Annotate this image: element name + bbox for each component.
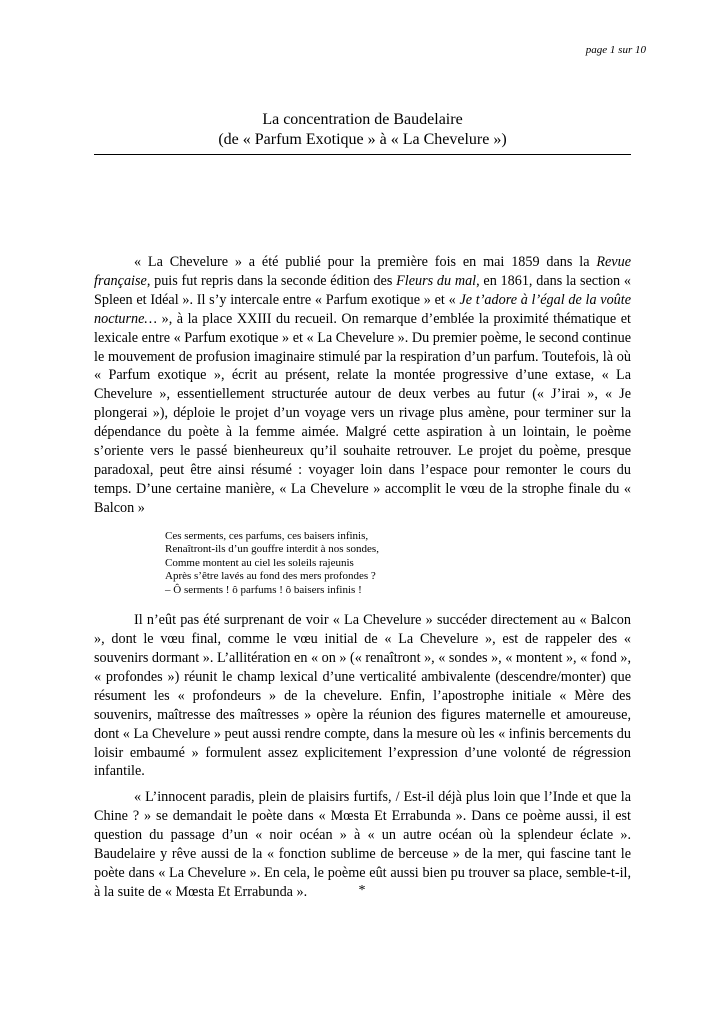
- paragraph-1-text-2: , puis fut repris dans la seconde édition des: [146, 272, 397, 289]
- paragraph-1-text-1: « La Chevelure » a été publié pour la première fois en mai 1859 dans la: [134, 254, 597, 270]
- paragraph-1-italic-1: Revue française: [94, 254, 631, 289]
- body-text: [94, 253, 631, 902]
- title-line-2: (de « Parfum Exotique » à « La Chevelure »): [218, 131, 507, 148]
- paragraph-2: Il n’eût pas été surprenant de voir « La Chevelure » succéder directement au « Balcon », dont le vœu final, comme le vœu initial de « La Chevelure », est de rappeler des « souvenirs dormant ». L’allitération en « on » (« renaîtront », « sondes », « montent », « fond », « profondes ») réunit le champ lexical d’une verticalité ambivalente (descendre/monter) que résument les « profondeurs » de la chevelure. Enfin, l’apostrophe initiale « Mère des souvenirs, maîtresse des maîtresses » opère la réunion des figures maternelle et amoureuse, dont « La Chevelure » peut aussi rendre compte, dans la mesure où les « infinis bercements du loisir embaumé » formulent assez explicitement l’expression d’une volonté de régression infantile.: [94, 612, 631, 780]
- quote-line: Renaîtront-ils d’un gouffre interdit à nos sondes,: [165, 543, 379, 556]
- section-separator: *: [358, 883, 366, 898]
- poem-quote: [165, 530, 631, 598]
- quote-line: – Ô serments ! ô parfums ! ô baisers infinis !: [165, 583, 362, 596]
- quote-line: Ces serments, ces parfums, ces baisers infinis,: [165, 529, 369, 542]
- paragraph-3: « L’innocent paradis, plein de plaisirs furtifs, / Est-il déjà plus loin que l’Inde et que la Chine ? » se demandait le poète dans « Mœsta Et Errabunda ». Dans ce poème aussi, il est question du passage d’un « noir océan » à « un autre océan où la splendeur éclate ». Baudelaire y rêve aussi de la « fonction sublime de berceuse » de la mer, qui fascine tant le poète dans « La Chevelure ». En cela, le poème eût aussi bien pu trouver sa place, semble-t-il, à la suite de « Mœsta Et Errabunda ».: [94, 789, 631, 900]
- paragraph-1-text-3: , en 1861, dans la section « Spleen et Idéal ». Il s’y intercale entre « Parfum exotique » et «: [94, 272, 631, 308]
- title-line-1: La concentration de Baudelaire: [262, 111, 463, 128]
- page-title: [94, 110, 631, 155]
- paragraph-1-italic-2: Fleurs du mal: [396, 272, 477, 289]
- paragraph-1-italic-3: Je t’adore à l’égal de la voûte nocturne…: [94, 291, 631, 327]
- quote-line: Comme montent au ciel les soleils rajeunis: [165, 556, 354, 569]
- page-number: page 1 sur 10: [585, 44, 646, 56]
- quote-line: Après s’être lavés au fond des mers profondes ?: [165, 570, 376, 583]
- paragraph-1-text-4: », à la place XXIII du recueil. On remarque d’emblée la proximité thématique et lexicale entre « Parfum exotique » et « La Chevelure ». Du premier poème, le second continue le mouvement de profusion imaginaire stimulé par la respiration d’un parfum. Toutefois, là où « Parfum exotique », écrit au présent, relate la montée progressive d’une extase, « La Chevelure », essentiellement structurée autour de deux verbes au futur (« J’irai », « Je plongerai »), déploie le projet d’un voyage vers un rivage plus amène, pour terminer sur la dépendance du poète à la femme aimée. Malgré cette aspiration à un lointain, le poème s’oriente vers le passé bienheureux qu’il souhaite retrouver. Le projet du poème, presque paradoxal, peut être ainsi résumé : voyager loin dans l’espace pour remonter le cours du temps. D’une certaine manière, « La Chevelure » accomplit le vœu de la strophe finale du « Balcon »: [94, 310, 631, 516]
- paragraph-1: [94, 253, 631, 518]
